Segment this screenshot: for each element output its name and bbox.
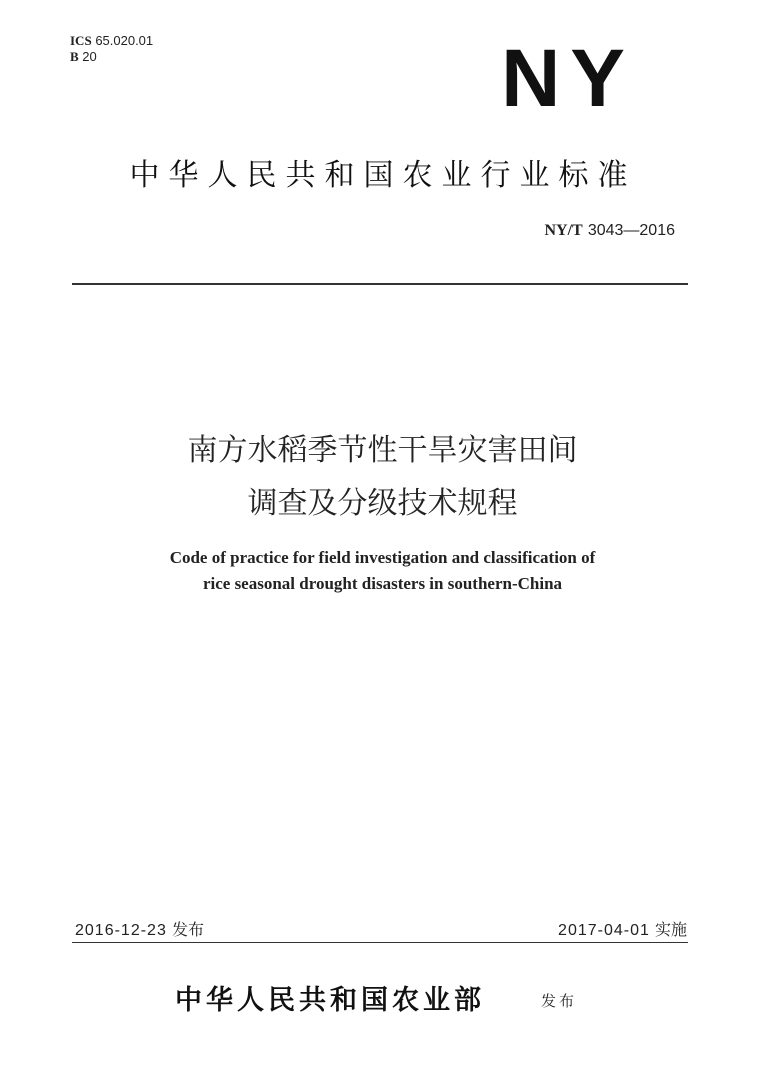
implement-date: 2017-04-01 [558,922,650,939]
standard-number-value: 3043—2016 [587,222,675,239]
issue-label: 发布 [171,920,204,939]
bottom-divider [72,942,688,943]
publisher-name: 中华人民共和国农业部 [175,985,485,1016]
ccs-value: 20 [82,49,97,64]
ics-value: 65.020.01 [95,33,154,48]
ics-classification [70,33,153,65]
standard-type-title: 中华人民共和国农业行业标准 [129,158,637,193]
ccs-code [70,49,153,65]
implement-label: 实施 [654,920,687,939]
english-title-line-2: rice seasonal drought disasters in southern-China [202,574,563,593]
chinese-title-line-2: 调查及分级技术规程 [247,486,518,521]
issue-date-block [75,917,204,940]
standard-number-prefix: NY/T [544,222,583,239]
top-divider [72,283,688,285]
ics-code [70,33,153,49]
implement-date-block [558,917,687,940]
ics-label: ICS [70,33,92,48]
english-title-line-1: Code of practice for field investigation and classification of [169,548,596,567]
ny-logo: NY [501,33,635,124]
publisher-label: 发布 [541,992,578,1010]
standard-number [544,220,675,240]
ccs-label: B [70,49,79,64]
chinese-title-line-1: 南方水稻季节性干旱灾害田间 [187,433,578,468]
issue-date: 2016-12-23 [75,922,167,939]
